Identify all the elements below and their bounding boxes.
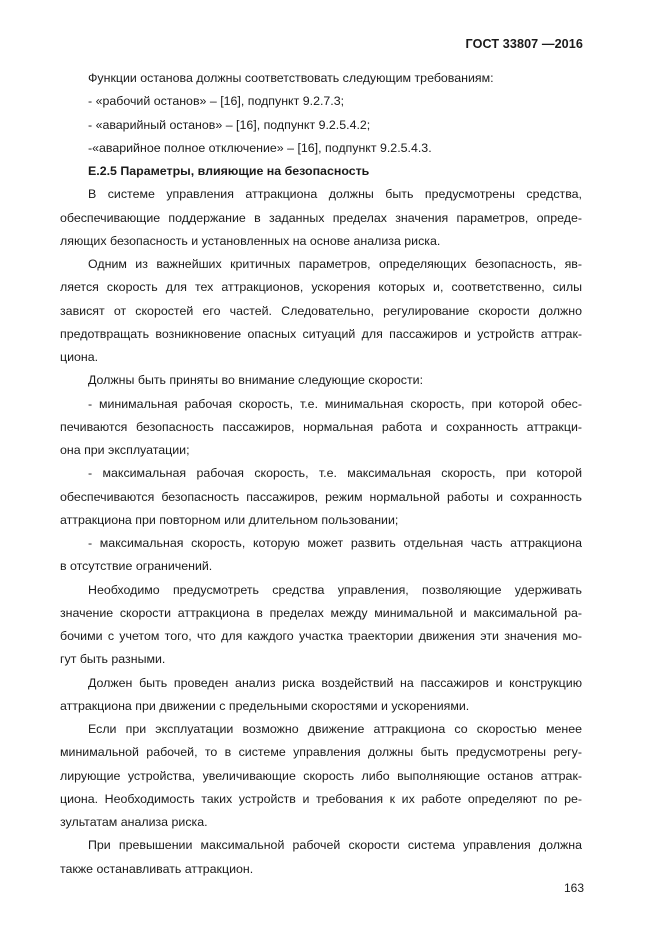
text-line: При превышении максимальной рабочей скорости система управления должна xyxy=(88,838,582,853)
text-line: - минимальная рабочая скорость, т.е. минимальная скорость, при которой обес- xyxy=(88,396,582,411)
standard-header: ГОСТ 33807 —2016 xyxy=(465,37,583,51)
text-line: Должен быть проведен анализ риска воздействий на пассажиров и конструкцию xyxy=(88,675,582,690)
text-line: лирующие устройства, увеличивающие скорость либо выполняющие останов аттрак- xyxy=(60,768,582,783)
text-line: значение скорости аттракциона в пределах между минимальной и максимальной ра- xyxy=(60,605,582,620)
text-line: - максимальная скорость, которую может развить отдельная часть аттракциона xyxy=(88,536,582,550)
text-line: аттракциона при движении с предельными скоростями и ускорениями. xyxy=(60,698,470,713)
text-line: ляющих безопасность и установленных на основе анализа риска. xyxy=(60,233,441,248)
text-line: обеспечиваются безопасность пассажиров, режим нормальной работы и сохранность xyxy=(60,489,582,504)
text-line: В системе управления аттракциона должны быть предусмотрены средства, xyxy=(88,187,582,202)
text-line: минимальной рабочей, то в системе управления должны быть предусмотрены регу- xyxy=(60,745,582,760)
text-line: Если при эксплуатации возможно движение аттракциона со скоростью менее xyxy=(88,722,582,736)
text-line: предотвращать возникновение опасных ситуаций для пассажиров и устройств аттрак- xyxy=(60,326,582,341)
text-line: Должны быть приняты во внимание следующие скорости: xyxy=(88,373,424,388)
text-line: Необходимо предусмотреть средства управления, позволяющие удерживать xyxy=(88,582,582,597)
text-line: - «рабочий останов» – [16], подпункт 9.2.7.3; xyxy=(88,94,345,109)
text-line: - «аварийный останов» – [16], подпункт 9.2.5.4.2; xyxy=(88,117,371,132)
text-line: зультатам анализа риска. xyxy=(60,815,208,829)
text-line: печиваются безопасность пассажиров, нормальная работа и сохранность аттракци- xyxy=(60,419,582,434)
text-line: - максимальная рабочая скорость, т.е. максимальная скорость, при которой xyxy=(88,466,582,481)
text-line: ляется скорость для тех аттракционов, ускорения которых и, соответственно, силы xyxy=(60,280,582,295)
text-line: в отсутствие ограничений. xyxy=(60,559,213,574)
page-number: 163 xyxy=(563,881,584,895)
text-line: зависят от скоростей его частей. Следовательно, регулирование скорости должно xyxy=(60,303,582,318)
text-line: также останавливать аттракцион. xyxy=(60,861,254,876)
text-line: -«аварийное полное отключение» – [16], подпункт 9.2.5.4.3. xyxy=(88,140,432,155)
text-line: циона. Необходимость таких устройств и требования к их работе определяют по ре- xyxy=(60,791,582,806)
text-line: Одним из важнейших критичных параметров, определяющих безопасность, яв- xyxy=(88,257,582,271)
text-line: обеспечивающие поддержание в заданных пределах значения параметров, опреде- xyxy=(60,210,582,225)
text-line: гут быть разными. xyxy=(60,652,166,667)
text-line: она при эксплуатации; xyxy=(60,443,190,457)
text-line: аттракциона при повторном или длительном пользовании; xyxy=(60,512,399,527)
section-heading: Е.2.5 Параметры, влияющие на безопасность xyxy=(88,164,370,178)
text-line: бочими с учетом того, что для каждого участка траектории движения эти значения мо- xyxy=(60,629,582,643)
document-body xyxy=(60,67,582,881)
text-line: циона. xyxy=(60,350,99,364)
text-line: Функции останова должны соответствовать следующим требованиям: xyxy=(88,71,494,85)
